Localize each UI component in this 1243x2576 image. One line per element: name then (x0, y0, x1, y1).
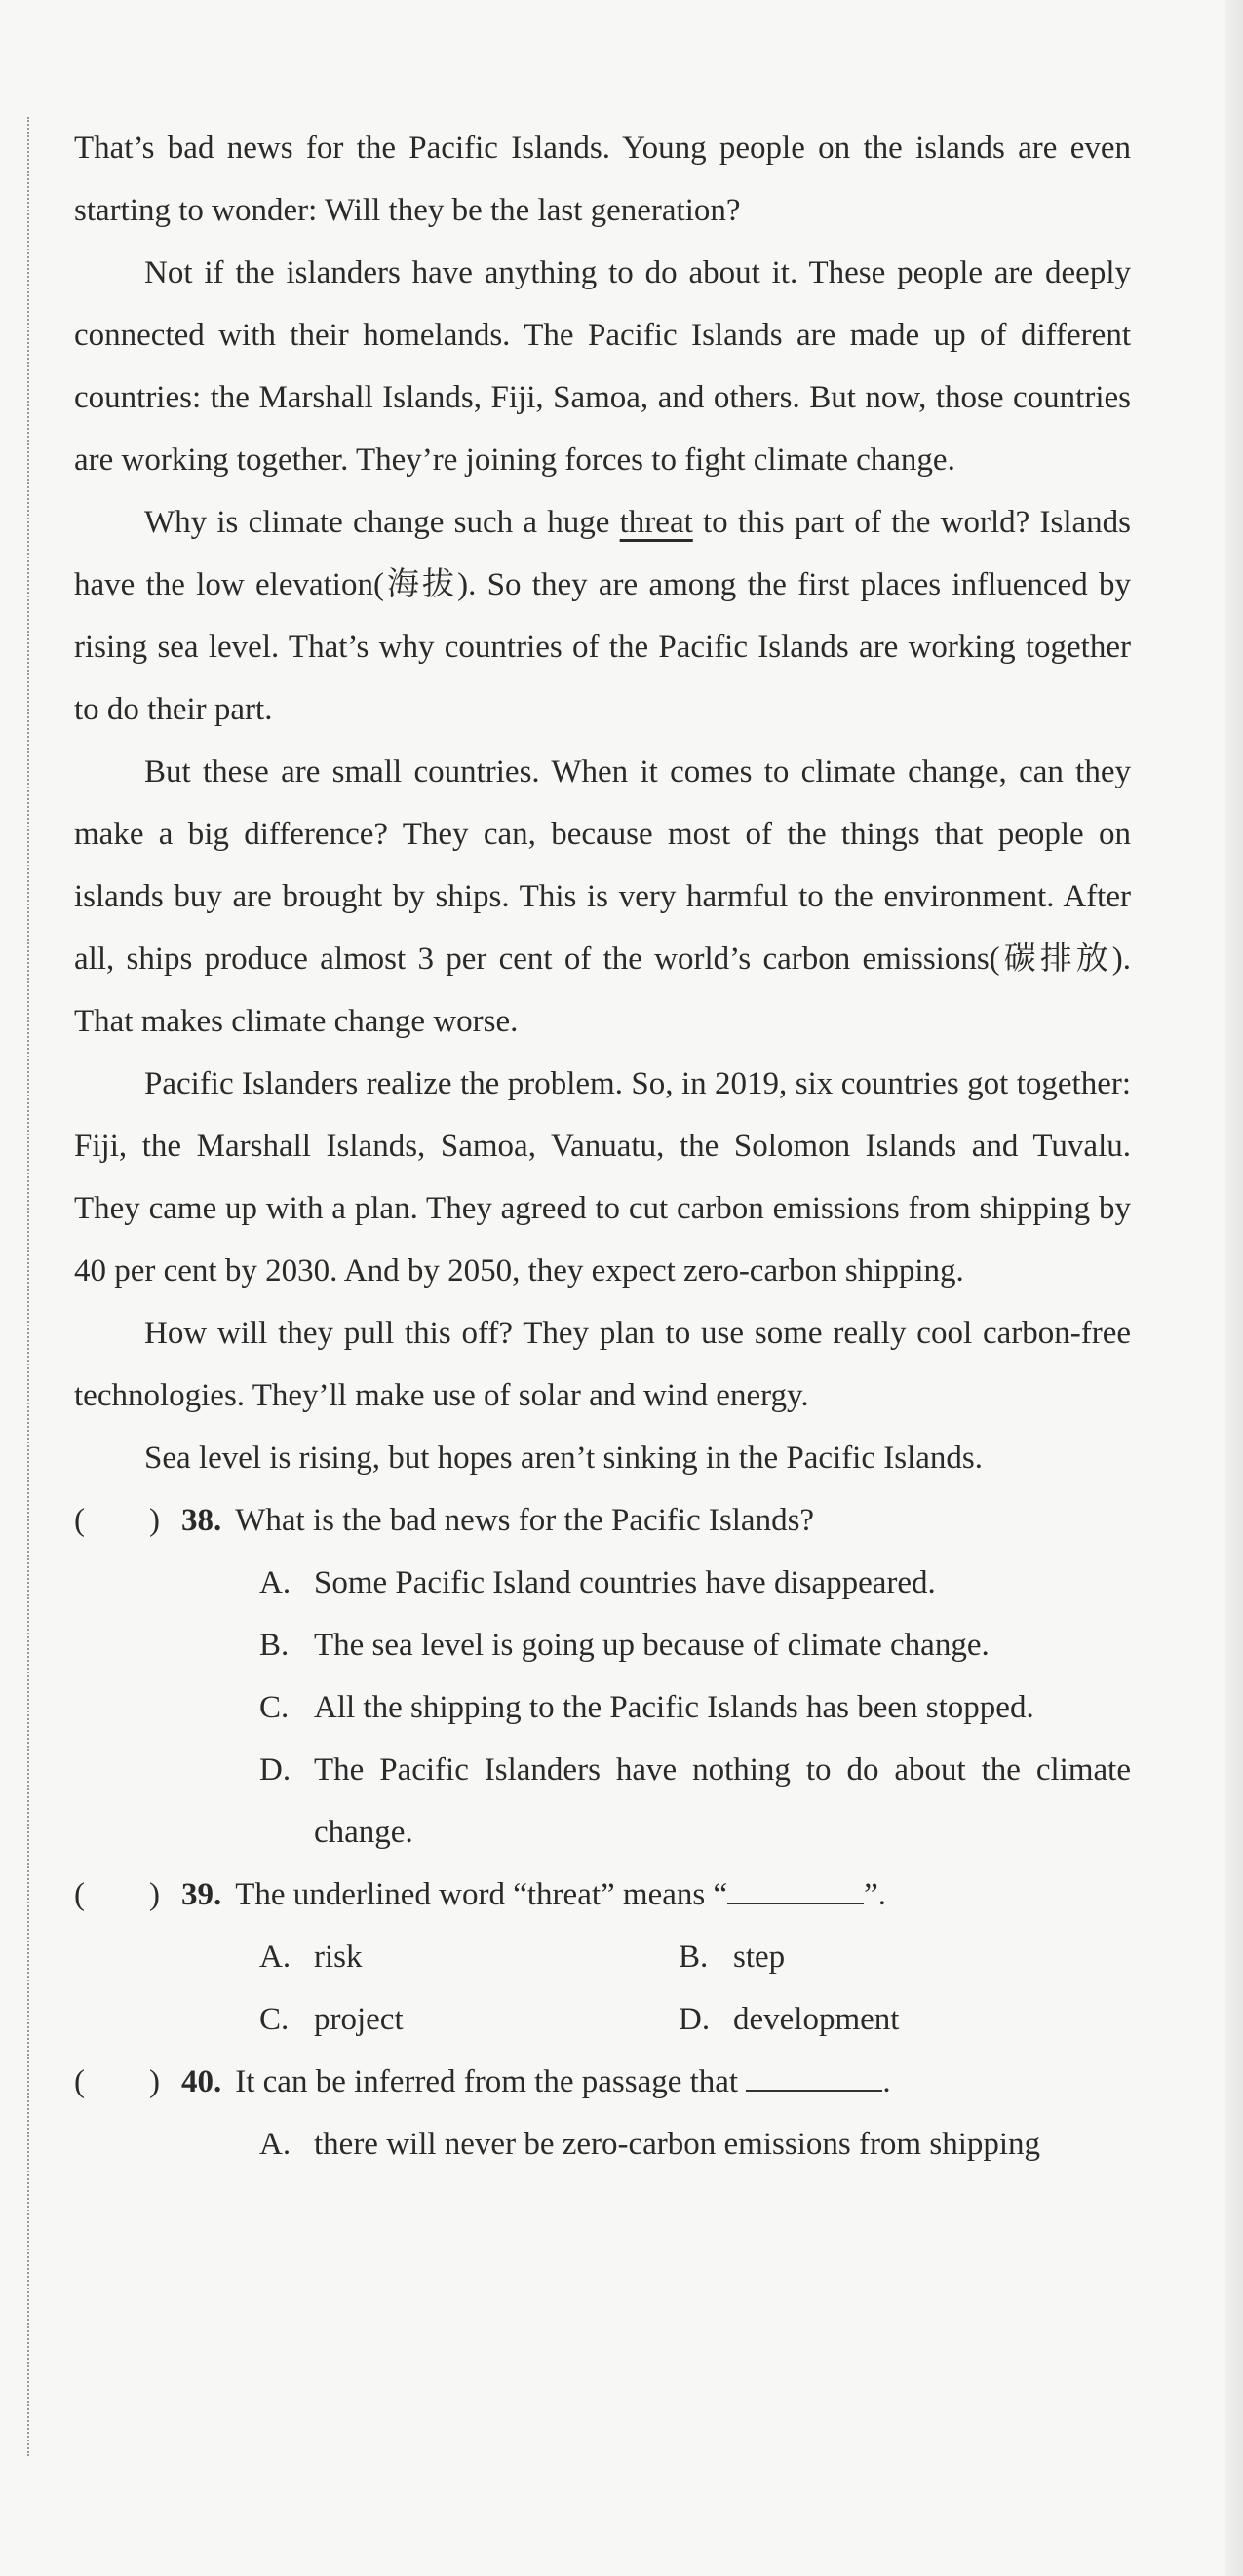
passage-paragraph-3 (74, 491, 1131, 741)
option-40-a (74, 2113, 1131, 2175)
option-text: Some Pacific Island countries have disappeared. (314, 1565, 936, 1600)
passage-paragraph-1: That’s bad news for the Pacific Islands. Young people on the islands are even starting to wonder: Will they be the last generation? (74, 131, 1131, 228)
paragraph-3-before: Why is climate change such a huge (144, 505, 620, 540)
option-text: there will never be zero-carbon emissions from shipping (314, 2127, 1041, 2162)
underlined-word-threat: threat (619, 505, 693, 540)
answer-bracket-39[interactable]: ( ) (74, 1877, 160, 1912)
option-label: A. (259, 1565, 291, 1600)
answer-bracket-40[interactable]: ( ) (74, 2064, 160, 2099)
question-number-39: 39. (181, 1877, 222, 1912)
option-text: The Pacific Islanders have nothing to do about the climate change. (314, 1752, 1131, 1850)
page-edge-shadow (1225, 0, 1243, 2576)
binding-margin-line (27, 117, 29, 2456)
question-stem-40 (235, 2051, 890, 2113)
option-label: B. (259, 1628, 290, 1663)
stem-after: . (882, 2064, 891, 2099)
option-38-a (74, 1552, 1131, 1614)
option-label: B. (679, 1940, 709, 1975)
answer-blank-40[interactable] (746, 2060, 882, 2092)
option-39-a (259, 1926, 679, 1988)
stem-before: The underlined word “threat” means “ (235, 1877, 728, 1912)
worksheet-page (74, 117, 1131, 2175)
question-38 (74, 1489, 1131, 1552)
option-38-c (74, 1676, 1131, 1739)
stem-before: It can be inferred from the passage that (235, 2064, 747, 2099)
passage-paragraph-2: Not if the islanders have anything to do about it. These people are deeply connected with their homelands. The Pacific Islands are made up of different countries: the Marshall Islands, Fiji, Samoa, and others. But now, those countries are working together. They’re joining forces to fight climate change. (74, 255, 1131, 478)
option-text: All the shipping to the Pacific Islands has been stopped. (314, 1690, 1034, 1725)
answer-bracket-38[interactable]: ( ) (74, 1503, 160, 1538)
option-label: A. (259, 1940, 291, 1975)
option-label: D. (679, 2002, 711, 2037)
option-label: C. (259, 1690, 290, 1725)
option-text: risk (314, 1940, 363, 1975)
question-number-38: 38. (181, 1503, 222, 1538)
option-label: C. (259, 2002, 290, 2037)
option-text: project (314, 2002, 404, 2037)
question-39 (74, 1864, 1131, 1926)
question-stem-39 (235, 1864, 886, 1926)
passage-paragraph-5: Pacific Islanders realize the problem. So, in 2019, six countries got together: Fiji, the Marshall Islands, Samoa, Vanuatu, the Solomon Islands and Tuvalu. They came up with a plan. They agreed to cut carbon emissions from shipping by 40 per cent by 2030. And by 2050, they expect zero-carbon shipping. (74, 1066, 1131, 1288)
passage-paragraph-7: Sea level is rising, but hopes aren’t sinking in the Pacific Islands. (144, 1441, 983, 1476)
option-text: The sea level is going up because of climate change. (314, 1628, 990, 1663)
stem-after: ”. (864, 1877, 887, 1912)
question-40 (74, 2051, 1131, 2113)
option-label: A. (259, 2127, 291, 2162)
answer-blank-39[interactable] (727, 1873, 864, 1904)
option-39-b (679, 1926, 1098, 1988)
option-38-d (74, 1739, 1131, 1864)
option-label: D. (259, 1752, 291, 1788)
question-stem-38: What is the bad news for the Pacific Islands? (235, 1503, 815, 1538)
option-39-c (259, 1988, 679, 2051)
option-text: development (733, 2002, 900, 2037)
options-39-row-2 (74, 1988, 1131, 2051)
question-number-40: 40. (181, 2064, 222, 2099)
options-39-row-1 (74, 1926, 1131, 1988)
paragraph-3-after: to this part of the world? Islands have the low elevation(海拔). So they are among the first places influenced by rising sea level. That’s why countries of the Pacific Islands are working together to do their part. (74, 505, 1131, 727)
passage-paragraph-6: How will they pull this off? They plan to use some really cool carbon-free technologies. They’ll make use of solar and wind energy. (74, 1316, 1131, 1413)
option-text: step (733, 1940, 786, 1975)
option-38-b (74, 1614, 1131, 1676)
option-39-d (679, 1988, 1098, 2051)
passage-paragraph-4: But these are small countries. When it comes to climate change, can they make a big difference? They can, because most of the things that people on islands buy are brought by ships. This is very harmful to the environment. After all, ships produce almost 3 per cent of the world’s carbon emissions(碳排放). That makes climate change worse. (74, 754, 1131, 1039)
